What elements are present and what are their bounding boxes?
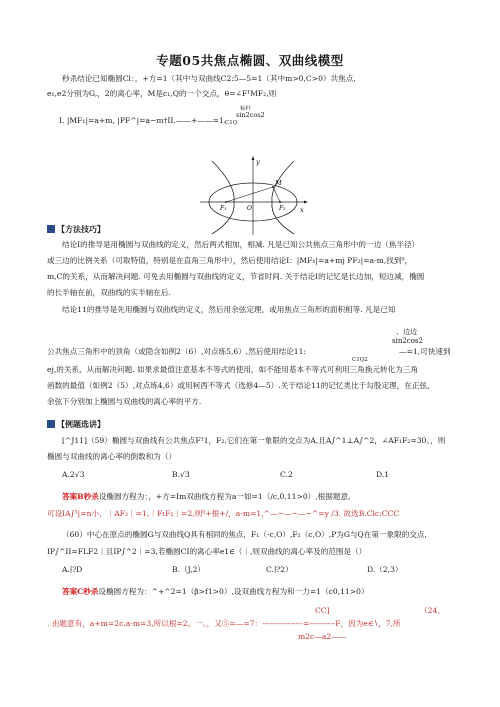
method-p2-frac-mid: sin2cos2 <box>392 337 423 345</box>
f1-label: F₁ <box>220 205 227 212</box>
method-p2-line-5: 余弦下分别加上椭圆与双曲线的离心率的平方. <box>47 397 202 406</box>
method-p2-line-3: ej,的关系，从而解决问题. 如果求最值注意基本不等式的使用，如不能用基本不等式可利用三角换元转化为三角 <box>47 365 418 374</box>
x-axis-arrow <box>304 201 308 204</box>
answer-2-line-4: m2c—a2—— <box>298 632 347 641</box>
intro-formula: I. |MF₁|=a+m, |PF^|=a−m†II.——+——=1. <box>59 116 227 125</box>
intro-formula-frac-top: 标杆 <box>240 106 252 112</box>
answer-1-line-2: 可设IA∫¹|=n小，｜AF₂｜=1,｜FιF₂｜=2,则⁰+根+/，a-m=1,^—~—~—~^=y /3. 故选B.Clc:CCC <box>47 509 400 518</box>
intro-line-1: 秒杀结论已知椭圆Cl：，+方=1（其中与双曲线C2:5—5=1（其中m>0,C>0）共焦点, <box>62 74 356 83</box>
example-2-line-1: （60）中心在原点的椭圆G与双曲线Q具有相同的焦点，F₁（-c,O）,F₂（c,O）,P为G与Q在第一象限的交点, <box>62 530 427 539</box>
method-p2-line-2: 公共焦点三角形中的顶角（或隐含如例2（6）,对点练5,6）,然后使用结论11: <box>47 347 307 356</box>
origin-label: O <box>247 205 252 212</box>
section-marker-icon <box>47 420 55 428</box>
intro-formula-frac: sin2cos2 <box>236 111 265 119</box>
example-1-option-d: D.1 <box>376 470 390 479</box>
answer-2-fragment-a: CC] <box>315 606 330 615</box>
answer-1-text: 设椭圆方程为：，+方=Im双曲线方程为a一如=1（/c,0,11>0）,根据题意, <box>98 492 351 501</box>
method-p2-line-2b: —=1,可快速到 <box>399 347 451 356</box>
page-title: 专题05共焦点椭圆、双曲线模型 <box>156 53 344 68</box>
answer-1-tag: 答案B秒杀 <box>62 492 99 501</box>
method-p2-line-1: 结论11的推导是先用椭圆与双曲线的定义，然后用余弦定理，或用焦点三角形的面积相等. 凡是已知 <box>62 305 396 314</box>
f2-label: F₂ <box>279 205 286 212</box>
example-2-option-b: B.（J,2） <box>172 565 206 574</box>
answer-2-line-3: . 由题意有，a+m=2c,a-m=3,所以根=2。一。，又⑤=—=7：----------------=----------F，因为e∈∖，7,所 <box>47 619 401 628</box>
example-1-line-2: 椭圆与双曲线的离心率的倒数和为（） <box>47 452 177 461</box>
focus-f1-point <box>225 201 227 203</box>
example-1-option-b: B.√3 <box>172 470 190 479</box>
example-1-option-c: C.2 <box>280 470 293 479</box>
section-marker-icon <box>47 225 55 233</box>
conic-figure <box>200 155 310 235</box>
method-p2-sub: C1Q2 <box>352 357 368 363</box>
hyperbola-left-branch <box>212 161 234 234</box>
answer-2-tag: 答案C秒杀 <box>62 587 99 596</box>
method-p1-line-2: 或三边的比例关系（可取特值，特别是在直角三角形中），然后使用结论I：|MF₁|=a+mj PF₂|=a-m,找到⁰， <box>47 256 413 265</box>
method-p2-line-4: 函数的最值（如例2（5）,对点练4,6）或用柯西不等式（选修4—5）.关于结论11的记忆类比于勾股定理，在正弦， <box>47 381 435 390</box>
example-2-option-a: A.∣?D <box>62 565 83 574</box>
examples-heading: 【例题选讲】 <box>47 419 105 430</box>
x-axis-label: x <box>300 206 304 214</box>
intersection-m-point <box>272 186 274 188</box>
focus-f2-point <box>279 201 281 203</box>
answer-2-fragment-b: （24、 <box>420 606 445 615</box>
y-axis-label: y <box>256 158 260 166</box>
method-heading: 【方法技巧】 <box>47 224 105 235</box>
example-2-option-d: D.（2,3） <box>367 565 403 574</box>
hyperbola-right-branch <box>272 161 294 234</box>
method-p1-line-4: 的长半轴在前，双曲线的实半轴在后. <box>47 288 171 297</box>
m-label: M <box>275 179 282 187</box>
method-p1-line-3: m,C的关系，从而解决问题. 可免去用椭圆与双曲线的定义，节省时间. 关于结论I的记忆是长边加，短边减，椭圆 <box>47 272 425 281</box>
example-2-line-2: IP∫^II=FLF2｜且IP∫^2｜=3,若椭圆CI的离心率e1∈（｜,则双曲线的离心率及的范围是（） <box>47 547 367 556</box>
method-p1-line-1: 结论I的推导是用椭圆与双曲线的定义，然后两式相加，相减. 凡是已知公共焦点三角形中的一边（焦半径） <box>62 240 420 249</box>
focal-segment-1 <box>226 187 273 202</box>
y-axis-arrow <box>252 156 255 160</box>
method-p2-frac-top: 、边边 <box>396 328 417 336</box>
focal-segment-2 <box>273 187 280 202</box>
example-1-option-a: A.2√3 <box>62 470 85 479</box>
answer-2-line-1 <box>62 587 369 597</box>
example-1-line-1: [^J11]（59）椭圆与双曲线有公共焦点F¹1，F₂,它们在第一象限的交点为A,且A∫^1⊥A∫^2，∠AF₁F₂=30。，则 <box>62 436 446 445</box>
intro-formula-sub: C1Q <box>225 120 238 126</box>
example-2-option-c: C.∣?2） <box>266 565 293 574</box>
intro-line-2: e₁,e2分别为G,，2的离心率，M是c₁,Q的一个交点，θ=∠F¹MF₂,则 <box>47 89 277 98</box>
answer-2-text: 设椭圆方程为：^+^2=1（β>f1>0）,设双曲线方程为和一力=1（c0,11>0） <box>98 587 369 596</box>
answer-1-line-1 <box>62 492 350 502</box>
